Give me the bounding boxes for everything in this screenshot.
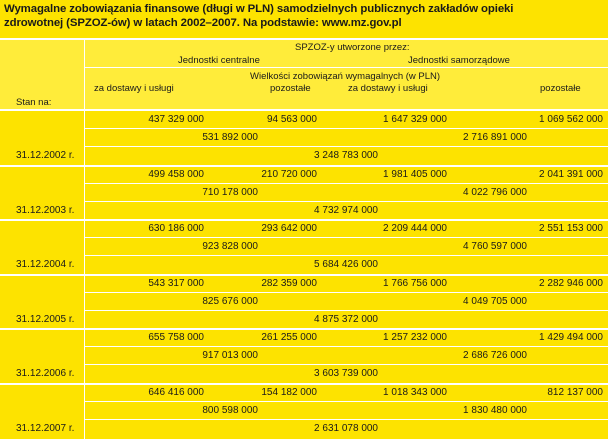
cell-local-total: 2 686 726 000 (463, 350, 527, 361)
cell-central-other: 154 182 000 (261, 387, 317, 398)
subrow-rule (84, 346, 608, 347)
cell-central-other: 94 563 000 (266, 114, 317, 125)
cell-central-supplies: 499 458 000 (148, 169, 204, 180)
cell-local-other: 812 137 000 (547, 387, 603, 398)
cell-grand-total: 3 248 783 000 (314, 150, 378, 161)
year-rule (0, 165, 608, 167)
cell-local-other: 1 069 562 000 (539, 114, 603, 125)
cell-grand-total: 4 875 372 000 (314, 314, 378, 325)
subrow-rule (84, 364, 608, 365)
header-col-4: pozostałe (540, 83, 581, 94)
row-date: 31.12.2006 r. (16, 368, 75, 379)
cell-grand-total: 2 631 078 000 (314, 423, 378, 434)
cell-local-supplies: 1 766 756 000 (383, 278, 447, 289)
subrow-rule (84, 237, 608, 238)
title-line-2: zdrowotnej (SPZOZ-ów) w latach 2002–2007. Na podstawie: www.mz.gov.pl (4, 17, 402, 29)
header-spzoz: SPZOZ-y utworzone przez: (295, 42, 410, 53)
cell-local-total: 4 049 705 000 (463, 296, 527, 307)
label-column-rule (84, 38, 85, 439)
header-stan: Stan na: (16, 97, 52, 108)
header-group-rule (84, 67, 608, 68)
subrow-rule (84, 201, 608, 202)
cell-central-supplies: 630 186 000 (148, 223, 204, 234)
row-date: 31.12.2002 r. (16, 150, 75, 161)
cell-central-supplies: 646 416 000 (148, 387, 204, 398)
cell-grand-total: 5 684 426 000 (314, 259, 378, 270)
header-measure: Wielkości zobowiązań wymagalnych (w PLN) (250, 71, 441, 82)
cell-central-supplies: 655 758 000 (148, 332, 204, 343)
subrow-rule (84, 183, 608, 184)
cell-grand-total: 4 732 974 000 (314, 205, 378, 216)
cell-central-supplies: 437 329 000 (148, 114, 204, 125)
cell-local-other: 2 282 946 000 (539, 278, 603, 289)
cell-local-supplies: 1 647 329 000 (383, 114, 447, 125)
cell-local-other: 2 041 391 000 (539, 169, 603, 180)
row-date: 31.12.2004 r. (16, 259, 75, 270)
header-local: Jednostki samorządowe (408, 55, 510, 66)
cell-local-supplies: 1 981 405 000 (383, 169, 447, 180)
year-rule (0, 328, 608, 330)
cell-local-total: 4 760 597 000 (463, 241, 527, 252)
cell-central-total: 917 013 000 (202, 350, 258, 361)
title-line-1: Wymagalne zobowiązania finansowe (długi w PLN) samodzielnych publicznych zakładów opieki (4, 3, 514, 15)
year-rule (0, 219, 608, 221)
year-rule (0, 383, 608, 385)
cell-central-total: 923 828 000 (202, 241, 258, 252)
cell-local-total: 4 022 796 000 (463, 187, 527, 198)
row-date: 31.12.2005 r. (16, 314, 75, 325)
cell-central-other: 261 255 000 (261, 332, 317, 343)
cell-local-other: 2 551 153 000 (539, 223, 603, 234)
subrow-rule (84, 128, 608, 129)
row-date: 31.12.2003 r. (16, 205, 75, 216)
header-col-2: pozostałe (270, 83, 311, 94)
cell-central-total: 531 892 000 (202, 132, 258, 143)
cell-central-other: 282 359 000 (261, 278, 317, 289)
cell-local-supplies: 1 018 343 000 (383, 387, 447, 398)
cell-grand-total: 3 603 739 000 (314, 368, 378, 379)
header-bottom-rule (0, 109, 608, 111)
cell-local-other: 1 429 494 000 (539, 332, 603, 343)
cell-local-total: 2 716 891 000 (463, 132, 527, 143)
subrow-rule (84, 146, 608, 147)
cell-local-supplies: 2 209 444 000 (383, 223, 447, 234)
subrow-rule (84, 255, 608, 256)
header-col-1: za dostawy i usługi (94, 83, 174, 94)
table-title (4, 2, 604, 30)
header-central: Jednostki centralne (178, 55, 260, 66)
year-rule (0, 274, 608, 276)
subrow-rule (84, 419, 608, 420)
cell-central-other: 210 720 000 (261, 169, 317, 180)
cell-central-total: 800 598 000 (202, 405, 258, 416)
subrow-rule (84, 310, 608, 311)
cell-central-total: 825 676 000 (202, 296, 258, 307)
subrow-rule (84, 401, 608, 402)
header-top-rule (0, 38, 608, 40)
cell-central-total: 710 178 000 (202, 187, 258, 198)
row-date: 31.12.2007 r. (16, 423, 75, 434)
header-col-3: za dostawy i usługi (348, 83, 428, 94)
cell-local-supplies: 1 257 232 000 (383, 332, 447, 343)
cell-local-total: 1 830 480 000 (463, 405, 527, 416)
cell-central-supplies: 543 317 000 (148, 278, 204, 289)
subrow-rule (84, 292, 608, 293)
cell-central-other: 293 642 000 (261, 223, 317, 234)
